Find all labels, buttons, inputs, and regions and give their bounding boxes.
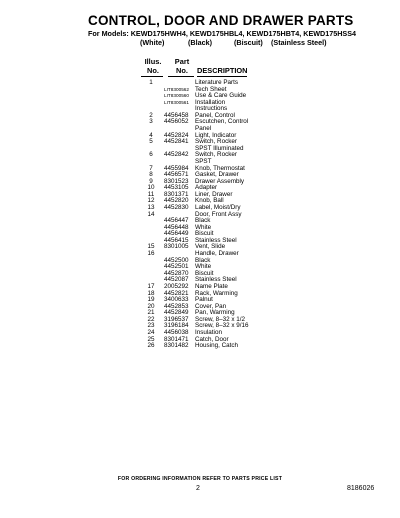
illus-number: 14 xyxy=(147,210,155,218)
ordering-note: FOR ORDERING INFORMATION REFER TO PARTS PRICE LIST xyxy=(117,476,283,482)
document-number: 8186026 xyxy=(347,485,375,492)
part-number: 3196537 xyxy=(164,315,189,323)
part-description: SPST xyxy=(195,157,212,165)
part-number: 4455984 xyxy=(164,164,189,172)
illus-number: 24 xyxy=(147,328,155,336)
part-description: Biscuit xyxy=(195,269,214,277)
parts-row xyxy=(0,343,400,350)
illus-number: 25 xyxy=(147,335,155,343)
illus-number: 13 xyxy=(147,203,155,211)
illus-number: 26 xyxy=(147,342,155,350)
part-description: Escutchen, Control xyxy=(195,118,249,126)
part-description: White xyxy=(195,223,212,231)
part-number: 4456449 xyxy=(164,230,189,238)
part-description: Switch, Rocker xyxy=(195,151,237,159)
header-underline-description xyxy=(197,76,247,77)
part-description: Panel, Control xyxy=(195,111,235,119)
header-underline-illus xyxy=(141,76,163,77)
part-description: Rack, Warming xyxy=(195,289,238,297)
part-description: SPST Illuminated xyxy=(195,144,244,152)
part-number: 4456447 xyxy=(164,217,189,225)
part-number: 4452853 xyxy=(164,302,189,310)
part-number: 4452841 xyxy=(164,138,189,146)
part-description: Biscuit xyxy=(195,230,214,238)
part-description: Screw, 8–32 x 9/16 xyxy=(195,322,249,330)
part-description: Palnut xyxy=(195,296,213,304)
part-description: Tech Sheet xyxy=(195,85,227,93)
part-description: Screw, 8–32 x 1/2 xyxy=(195,315,246,323)
part-description: Knob, Thermostat xyxy=(195,164,245,172)
part-number: 4452830 xyxy=(164,203,189,211)
illus-number: 16 xyxy=(147,250,155,258)
part-description: Knob, Ball xyxy=(195,197,224,205)
part-description: Stainless Steel xyxy=(195,236,237,244)
part-number: 4452820 xyxy=(164,197,189,205)
illus-number: 7 xyxy=(149,164,153,172)
part-number: 4456448 xyxy=(164,223,189,231)
part-number: 4453105 xyxy=(164,184,189,192)
part-number: 8301471 xyxy=(164,335,189,343)
part-description: Installation xyxy=(195,98,226,106)
finish-stainless: (Stainless Steel) xyxy=(271,38,327,47)
illus-number: 8 xyxy=(149,171,153,179)
part-number: 4456415 xyxy=(164,236,189,244)
part-description: Black xyxy=(195,256,211,264)
part-description: Vent, Slide xyxy=(195,243,226,251)
illus-number: 15 xyxy=(147,243,155,251)
part-number: 4456052 xyxy=(164,118,189,126)
illus-number: 5 xyxy=(149,138,153,146)
col-header-part: Part No. xyxy=(174,57,190,75)
part-number: 4452870 xyxy=(164,269,189,277)
part-description: Instructions xyxy=(195,105,228,113)
part-description: Liner, Drawer xyxy=(195,190,233,198)
part-number: 4452087 xyxy=(164,276,189,284)
col-header-illus: Illus. No. xyxy=(144,57,162,75)
part-number: LIT8300562 xyxy=(164,86,190,92)
part-description: Label, Moist/Dry xyxy=(195,203,241,211)
part-number: 2005292 xyxy=(164,282,189,290)
part-number: 8301005 xyxy=(164,243,189,251)
part-number: 8301371 xyxy=(164,190,189,198)
model-list: For Models: KEWD175HWH4, KEWD175HBL4, KEWD175HBT4, KEWD175HSS4 xyxy=(88,29,356,38)
illus-number: 23 xyxy=(147,322,155,330)
part-description: Light, Indicator xyxy=(195,131,237,139)
illus-number: 10 xyxy=(147,184,155,192)
part-number: 4456038 xyxy=(164,328,189,336)
part-number: 4452824 xyxy=(164,131,189,139)
part-description: Gasket, Drawer xyxy=(195,171,239,179)
illus-number: 22 xyxy=(147,315,155,323)
part-description: Black xyxy=(195,217,211,225)
part-number: 3400633 xyxy=(164,296,189,304)
part-number: 8301482 xyxy=(164,342,189,350)
part-number: LIT8300560 xyxy=(164,93,190,99)
part-description: Housing, Catch xyxy=(195,342,239,350)
part-number: 4452500 xyxy=(164,256,189,264)
finish-biscuit: (Biscuit) xyxy=(234,38,263,47)
part-description: Pan, Warming xyxy=(195,309,235,317)
part-number: 4452821 xyxy=(164,289,189,297)
illus-number: 1 xyxy=(149,79,153,86)
part-description: Stainless Steel xyxy=(195,276,237,284)
part-description: Panel xyxy=(195,125,212,133)
illus-number: 9 xyxy=(149,177,153,185)
illus-number: 17 xyxy=(147,282,155,290)
part-description: Adapter xyxy=(195,184,218,192)
illus-number: 12 xyxy=(147,197,155,205)
part-description: Insulation xyxy=(195,328,222,336)
part-description: Handle, Drawer xyxy=(195,250,239,258)
page-number: 2 xyxy=(196,485,200,492)
illus-number: 18 xyxy=(147,289,155,297)
illus-number: 20 xyxy=(147,302,155,310)
illus-number: 6 xyxy=(149,151,153,159)
part-number: 4452849 xyxy=(164,309,189,317)
part-description: Name Plate xyxy=(195,282,228,290)
part-description: Switch, Rocker xyxy=(195,138,237,146)
part-number: 4456458 xyxy=(164,111,189,119)
illus-number: 3 xyxy=(149,118,153,126)
part-description: Drawer Assembly xyxy=(195,177,244,185)
illus-number: 19 xyxy=(147,296,155,304)
header-underline-part xyxy=(168,76,194,77)
parts-list xyxy=(0,80,400,350)
part-description: Cover, Pan xyxy=(195,302,227,310)
part-number: 8301523 xyxy=(164,177,189,185)
part-description: Door, Front Assy xyxy=(195,210,242,218)
finish-white: (White) xyxy=(140,38,165,47)
part-number: 4452501 xyxy=(164,263,189,271)
illus-number: 21 xyxy=(147,309,155,317)
part-description: Catch, Door xyxy=(195,335,229,343)
part-description: Use & Care Guide xyxy=(195,92,247,100)
illus-number: 2 xyxy=(149,111,153,119)
illus-number: 4 xyxy=(149,131,153,139)
part-description: White xyxy=(195,263,212,271)
finish-black: (Black) xyxy=(188,38,212,47)
part-number: 3196184 xyxy=(164,322,189,330)
illus-number: 11 xyxy=(147,190,155,198)
col-header-description: DESCRIPTION xyxy=(197,66,248,75)
part-number: LIT8300561 xyxy=(164,99,190,105)
part-description: Literature Parts xyxy=(195,79,239,86)
part-number: 4452842 xyxy=(164,151,189,159)
part-number: 4456571 xyxy=(164,171,189,179)
page-title: CONTROL, DOOR AND DRAWER PARTS xyxy=(88,13,354,28)
